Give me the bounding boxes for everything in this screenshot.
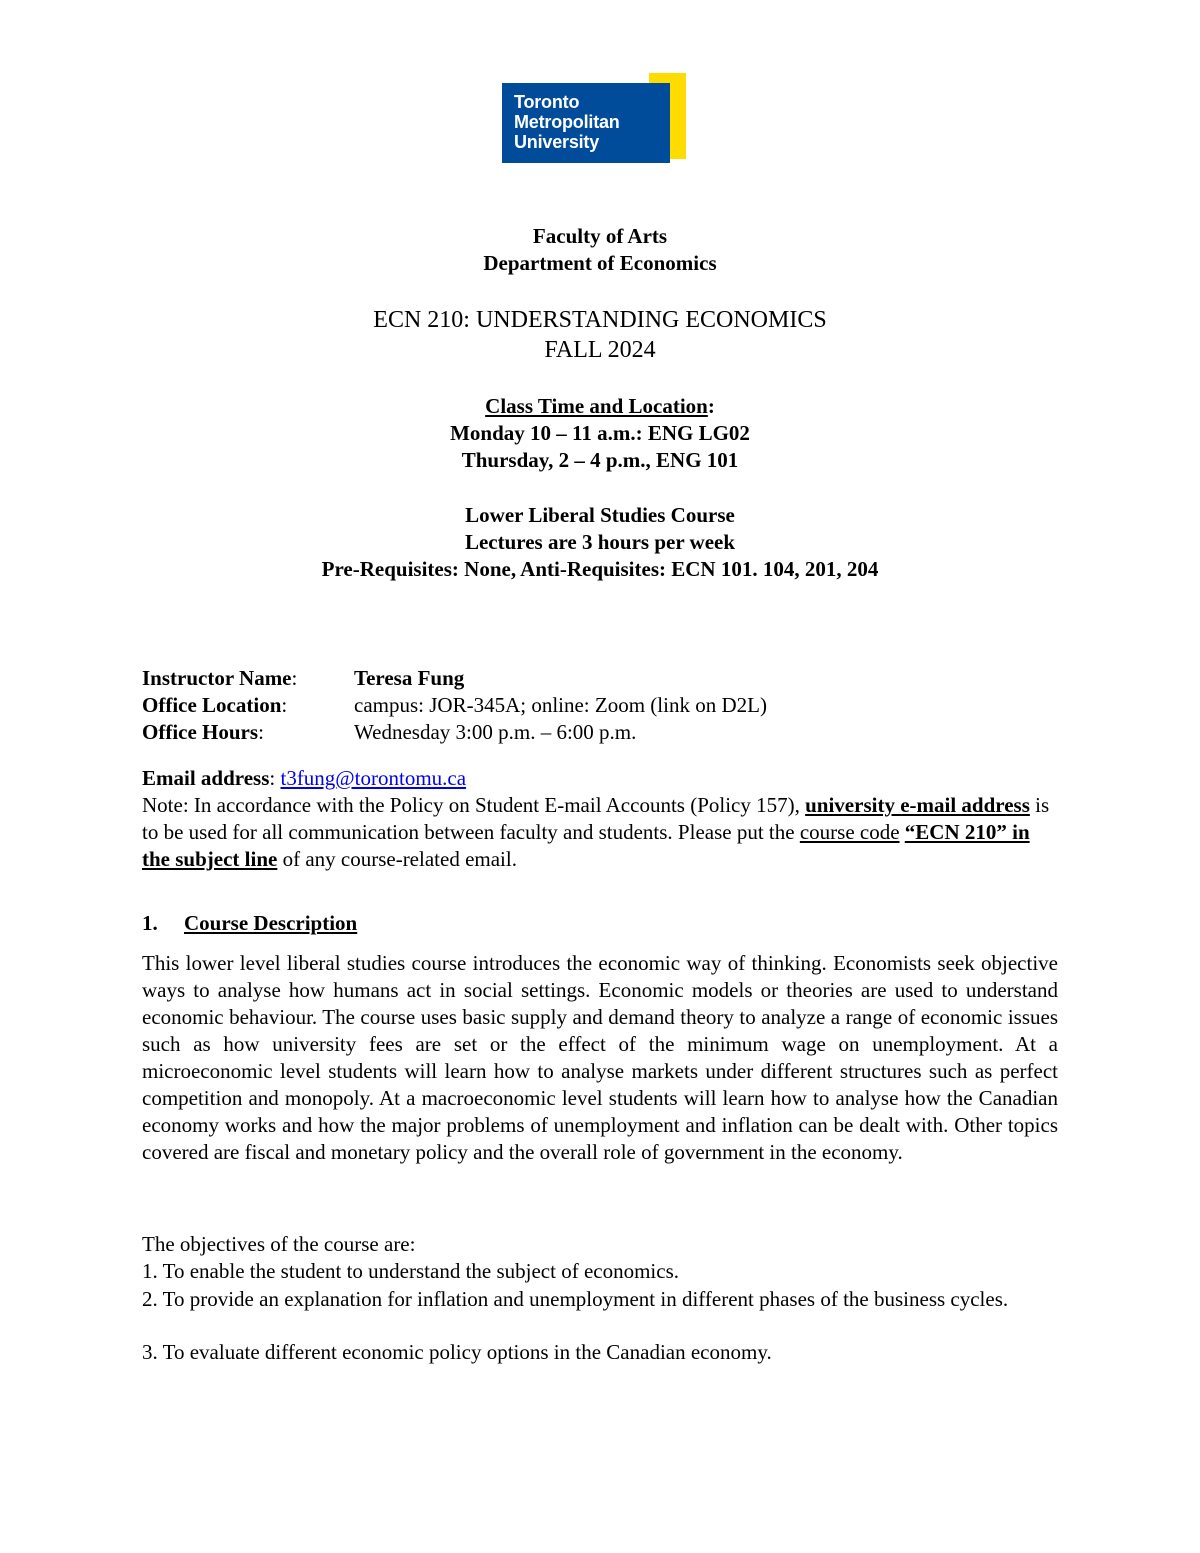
schedule-monday: Monday 10 – 11 a.m.: ENG LG02 <box>450 421 750 445</box>
section-course-description-heading <box>142 911 357 936</box>
course-term: FALL 2024 <box>544 337 656 363</box>
office-location-label: Office Location: <box>142 693 288 717</box>
email-note-emphasis: university e-mail address <box>805 793 1030 817</box>
course-type: Lower Liberal Studies Course <box>465 503 735 527</box>
email-note-subject-line: “ECN 210” in the subject line <box>142 820 1030 871</box>
logo-blue-box <box>502 83 670 163</box>
email-colon: : <box>269 766 281 790</box>
instructor-name-value: Teresa Fung <box>354 666 465 690</box>
section-number: 1. <box>142 911 158 935</box>
instructor-name-label: Instructor Name: <box>142 666 298 690</box>
requisites: Pre-Requisites: None, Anti-Requisites: ECN 101. 104, 201, 204 <box>321 557 879 581</box>
logo-line-2: Metropolitan <box>514 112 620 132</box>
office-hours-label: Office Hours: <box>142 720 264 744</box>
class-time-heading <box>0 394 1200 419</box>
office-hours-value: Wednesday 3:00 p.m. – 6:00 p.m. <box>354 720 637 744</box>
email-link[interactable]: t3fung@torontomu.ca <box>280 766 467 790</box>
lecture-hours: Lectures are 3 hours per week <box>464 530 736 554</box>
email-note-course-code: course code <box>799 820 900 844</box>
objective-item: 2. To provide an explanation for inflation and unemployment in different phases of the business cycles. <box>142 1287 1009 1311</box>
department-name: Department of Economics <box>483 251 717 275</box>
logo-line-1: Toronto <box>514 92 580 112</box>
course-title: ECN 210: UNDERSTANDING ECONOMICS <box>373 307 827 333</box>
objectives-intro: The objectives of the course are: <box>142 1232 416 1256</box>
objective-item: 1. To enable the student to understand the subject of economics. <box>142 1259 680 1283</box>
email-row <box>142 766 466 791</box>
schedule-thursday: Thursday, 2 – 4 p.m., ENG 101 <box>461 448 739 472</box>
class-time-heading-text: Class Time and Location <box>485 394 708 418</box>
course-description-paragraph: This lower level liberal studies course introduces the economic way of thinking. Economists seek objective ways to analyse how humans act in social settings. Economic models or theories are used to understand economic behaviour. The course uses basic supply and demand theory to analyze a range of economic issues such as how university fees are set or the effect of the minimum wage on unemployment. At a microeconomic level students will learn how to analyse markets under different structures such as perfect competition and monopoly. At a macroeconomic level students will learn how to analyse how the Canadian economy works and how the major problems of unemployment and inflation can be dealt with. Other topics covered are fiscal and monetary policy and the overall role of government in the economy. <box>142 951 1058 1164</box>
objective-item: 3. To evaluate different economic policy options in the Canadian economy. <box>142 1340 772 1364</box>
office-location-value: campus: JOR-345A; online: Zoom (link on D2L) <box>354 693 767 717</box>
email-label: Email address <box>142 766 270 790</box>
faculty-name: Faculty of Arts <box>532 224 668 248</box>
class-time-heading-colon: : <box>707 394 715 418</box>
section-heading-text: Course Description <box>184 911 358 935</box>
university-logo <box>502 73 686 163</box>
logo-line-3: University <box>514 132 600 152</box>
email-note: Note: In accordance with the Policy on Student E-mail Accounts (Policy 157), university e-mail address is to be used for all communication between faculty and students. Please put the course code “ECN 210” in the subject line of any course-related email. <box>142 793 1050 871</box>
